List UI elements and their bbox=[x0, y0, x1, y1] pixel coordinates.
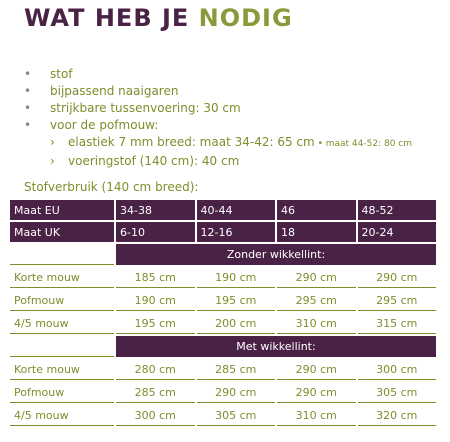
table-row bbox=[10, 359, 436, 380]
list-item: • stof bbox=[22, 66, 412, 83]
value-cell: 285 cm bbox=[116, 382, 195, 403]
size-cell: 20-24 bbox=[358, 222, 437, 242]
table-row bbox=[10, 313, 436, 334]
row-label: 4/5 mouw bbox=[10, 405, 114, 426]
value-cell: 295 cm bbox=[358, 290, 437, 311]
row-label: Korte mouw bbox=[10, 267, 114, 288]
size-cell: 46 bbox=[277, 200, 356, 220]
value-cell: 300 cm bbox=[358, 359, 437, 380]
table-row bbox=[10, 290, 436, 311]
value-cell: 195 cm bbox=[197, 290, 276, 311]
value-cell: 190 cm bbox=[197, 267, 276, 288]
table-row bbox=[10, 405, 436, 426]
value-cell: 290 cm bbox=[358, 267, 437, 288]
value-cell: 290 cm bbox=[197, 382, 276, 403]
size-cell: 40-44 bbox=[197, 200, 276, 220]
list-item: • voor de pofmouw: bbox=[22, 117, 412, 134]
empty-cell bbox=[10, 336, 114, 357]
fabric-usage-table bbox=[8, 198, 438, 428]
value-cell: 300 cm bbox=[116, 405, 195, 426]
value-cell: 290 cm bbox=[277, 382, 356, 403]
size-cell: 12-16 bbox=[197, 222, 276, 242]
value-cell: 310 cm bbox=[277, 313, 356, 334]
row-label: Pofmouw bbox=[10, 382, 114, 403]
value-cell: 320 cm bbox=[358, 405, 437, 426]
size-cell: 6-10 bbox=[116, 222, 195, 242]
sub-list-item bbox=[22, 134, 412, 153]
title-part-2: NODIG bbox=[198, 4, 293, 32]
table-row bbox=[10, 200, 436, 220]
section-header: Met wikkellint: bbox=[116, 336, 436, 357]
table-row bbox=[10, 244, 436, 265]
value-cell: 310 cm bbox=[277, 405, 356, 426]
supplies-list bbox=[22, 66, 412, 170]
value-cell: 200 cm bbox=[197, 313, 276, 334]
list-item: • strijkbare tussenvoering: 30 cm bbox=[22, 100, 412, 117]
value-cell: 290 cm bbox=[277, 359, 356, 380]
table-row bbox=[10, 222, 436, 242]
row-label: Pofmouw bbox=[10, 290, 114, 311]
table-row bbox=[10, 267, 436, 288]
sub-list-item: › voeringstof (140 cm): 40 cm bbox=[22, 153, 412, 170]
value-cell: 305 cm bbox=[358, 382, 437, 403]
row-header: Maat UK bbox=[10, 222, 114, 242]
page-title bbox=[24, 4, 293, 32]
table-row bbox=[10, 336, 436, 357]
value-cell: 190 cm bbox=[116, 290, 195, 311]
value-cell: 185 cm bbox=[116, 267, 195, 288]
sub-item-text: elastiek 7 mm breed: maat 34-42: 65 cm bbox=[68, 135, 315, 149]
size-cell: 48-52 bbox=[358, 200, 437, 220]
size-cell: 34-38 bbox=[116, 200, 195, 220]
list-item: • bijpassend naaigaren bbox=[22, 83, 412, 100]
value-cell: 305 cm bbox=[197, 405, 276, 426]
value-cell: 290 cm bbox=[277, 267, 356, 288]
empty-cell bbox=[10, 244, 114, 265]
table-row bbox=[10, 382, 436, 403]
table-heading: Stofverbruik (140 cm breed): bbox=[24, 180, 199, 194]
size-cell: 18 bbox=[277, 222, 356, 242]
value-cell: 280 cm bbox=[116, 359, 195, 380]
section-header: Zonder wikkellint: bbox=[116, 244, 436, 265]
row-header: Maat EU bbox=[10, 200, 114, 220]
title-part-1: WAT HEB JE bbox=[24, 4, 199, 32]
value-cell: 285 cm bbox=[197, 359, 276, 380]
row-label: 4/5 mouw bbox=[10, 313, 114, 334]
value-cell: 195 cm bbox=[116, 313, 195, 334]
value-cell: 295 cm bbox=[277, 290, 356, 311]
value-cell: 315 cm bbox=[358, 313, 437, 334]
row-label: Korte mouw bbox=[10, 359, 114, 380]
sub-item-small-text: • maat 44-52: 80 cm bbox=[314, 139, 412, 149]
